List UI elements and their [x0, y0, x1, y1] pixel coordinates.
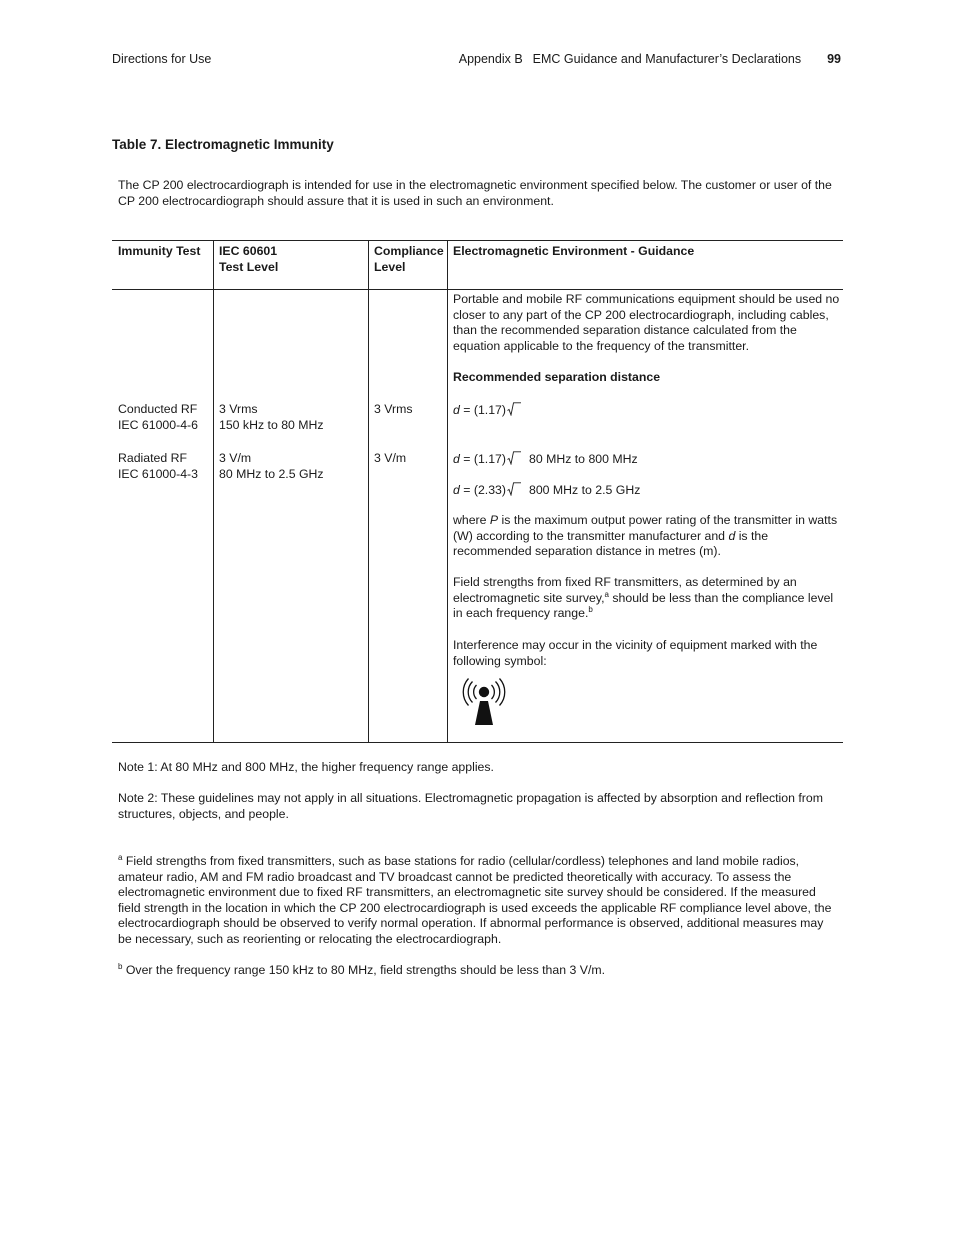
immunity-test-name: Radiated RF	[118, 451, 188, 465]
test-level-cell	[219, 402, 324, 433]
test-level-value: 3 Vrms	[219, 402, 258, 416]
table-title: Table 7. Electromagnetic Immunity	[112, 137, 334, 152]
formula-coefficient: = (1.17)	[459, 452, 506, 466]
header-divider	[112, 289, 843, 290]
variable-d: d	[453, 483, 460, 497]
column-divider	[368, 241, 369, 742]
recommended-heading: Recommended separation distance	[453, 370, 661, 384]
footnote-marker: b	[118, 961, 123, 971]
formula-radiated-low	[453, 451, 638, 468]
note-1: Note 1: At 80 MHz and 800 MHz, the higher frequency range applies.	[118, 760, 494, 774]
intro-paragraph: The CP 200 electrocardiograph is intended for use in the electromagnetic environment specified below. The customer or user of the CP 200 electrocardiograph should assure that it is used in such an environment.	[118, 178, 832, 208]
text-run: should be less than the compliance level in each frequency range.	[453, 590, 834, 621]
column-divider	[447, 241, 448, 742]
immunity-table	[112, 240, 843, 743]
immunity-test-standard: IEC 61000-4-6	[118, 417, 198, 432]
text-run: is the recommended separation distance in metres (m).	[453, 528, 769, 559]
square-root-icon	[507, 482, 521, 496]
col-header-line: Test Level	[219, 260, 279, 274]
compliance-level-cell: 3 V/m	[374, 451, 407, 465]
table-row	[118, 451, 198, 482]
text-run: Field strengths from fixed RF transmitters, as determined by an electromagnetic site survey,	[453, 575, 797, 605]
footnote-a	[118, 854, 840, 948]
formula-conducted	[453, 402, 521, 419]
col-header-guidance: Electromagnetic Environment - Guidance	[453, 244, 695, 258]
col-header-test-level	[219, 243, 278, 275]
frequency-range: 800 MHz to 2.5 GHz	[528, 483, 641, 497]
footnote-text: Over the frequency range 150 kHz to 80 MHz, field strengths should be less than 3 V/m.	[122, 963, 606, 977]
table-row	[118, 402, 198, 433]
chapter-title: EMC Guidance and Manufacturer’s Declarations	[532, 52, 802, 66]
variable-d: d	[728, 528, 736, 543]
variable-p: P	[489, 513, 499, 527]
test-level-range: 80 MHz to 2.5 GHz	[219, 466, 324, 481]
immunity-test-name: Conducted RF	[118, 402, 198, 416]
col-header-compliance-level	[374, 243, 444, 275]
col-header-line: Level	[374, 260, 406, 274]
footnote-marker: a	[118, 852, 123, 862]
formula-radiated-high	[453, 482, 640, 499]
note-2: Note 2: These guidelines may not apply in all situations. Electromagnetic propagation is affected by absorption and reflection from structures, objects, and people.	[118, 791, 823, 821]
variable-d: d	[453, 403, 460, 417]
square-root-icon	[507, 451, 521, 465]
formula-coefficient: = (1.17)	[459, 403, 506, 417]
running-header-right	[459, 52, 841, 66]
frequency-range: 80 MHz to 800 MHz	[528, 452, 638, 466]
text-run: is the maximum output power rating of the transmitter in watts (W) according to the transmitter manufacturer and	[453, 513, 838, 543]
immunity-test-standard: IEC 61000-4-3	[118, 466, 198, 481]
interference-paragraph: Interference may occur in the vicinity of equipment marked with the following symbol:	[453, 638, 818, 668]
table-notes	[118, 760, 840, 838]
appendix-label: Appendix B	[458, 52, 523, 66]
col-header-immunity-test: Immunity Test	[118, 244, 201, 258]
where-paragraph	[453, 513, 841, 560]
col-header-line: Compliance	[374, 244, 444, 258]
variable-d: d	[453, 452, 460, 466]
test-level-range: 150 kHz to 80 MHz	[219, 417, 324, 432]
page-number: 99	[827, 52, 841, 66]
footnote-text: Field strengths from fixed transmitters, such as base stations for radio (cellular/cordless) telephones and land mobile radios, amateur radio, AM and FM radio broadcast and TV broadcast cannot be predicted theoretically with accuracy. To assess the electromagnetic environment due to fixed RF transmitters, an electromagnetic site survey should be considered. If the measured field strength in the location in which the CP 200 electrocardiograph is used exceeds the applicable RF compliance level above, the electrocardiograph should be observed to verify normal operation. If abnormal performance is observed, additional measures may be necessary, such as reorienting or relocating the electrocardiograph.	[118, 854, 832, 946]
col-header-line: IEC 60601	[219, 244, 278, 258]
field-strength-paragraph	[453, 575, 841, 622]
footnote-b	[118, 963, 840, 979]
non-ionizing-radiation-icon	[456, 677, 514, 727]
text-run: where	[453, 513, 490, 527]
guidance-intro: Portable and mobile RF communications equipment should be used no closer to any part of the CP 200 electrocardiograph, including cables, than the recommended separation distance calculated from the equation applicable to the frequency of the transmitter.	[453, 292, 840, 353]
compliance-level-cell: 3 Vrms	[374, 402, 413, 416]
column-divider	[213, 241, 214, 742]
square-root-icon	[507, 402, 521, 416]
footnote-ref-a: a	[604, 589, 609, 599]
test-level-value: 3 V/m	[219, 451, 252, 465]
footnote-ref-b: b	[588, 605, 593, 615]
formula-coefficient: = (2.33)	[459, 483, 506, 497]
running-header-left: Directions for Use	[112, 52, 212, 66]
test-level-cell	[219, 451, 324, 482]
